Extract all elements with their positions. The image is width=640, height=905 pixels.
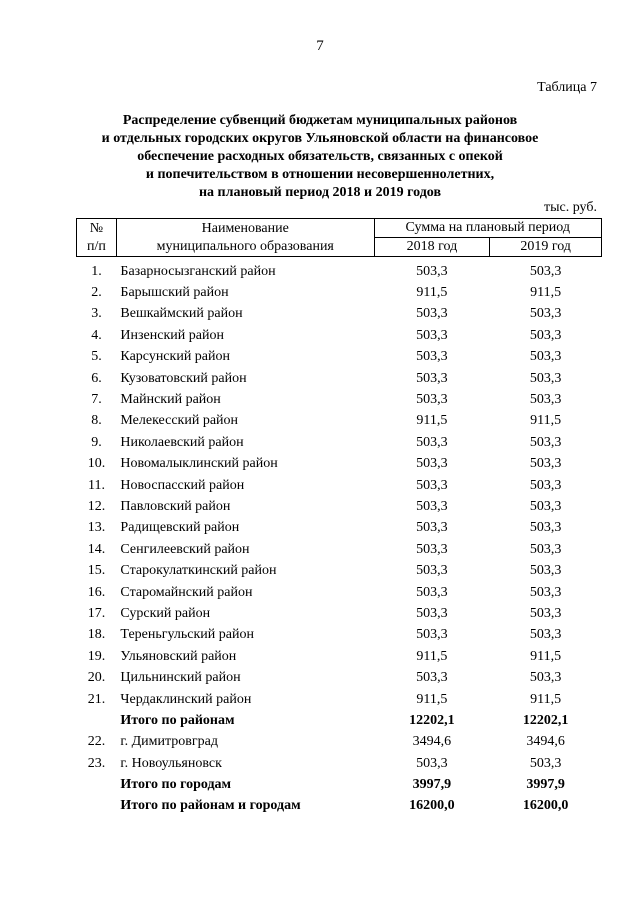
row-number: 13. — [87, 520, 106, 536]
row-number: 6. — [91, 370, 102, 386]
header-name — [116, 219, 374, 257]
table-row — [77, 304, 602, 325]
row-name: Чердаклинский район — [120, 691, 252, 707]
value-2019: 12202,1 — [522, 712, 569, 728]
table-row — [77, 347, 602, 368]
row-name: г. Димитровград — [120, 734, 218, 750]
header-number-line1: № — [89, 220, 104, 236]
header-name-line2: муниципального образования — [156, 238, 334, 254]
value-2019: 503,3 — [529, 520, 562, 536]
subvention-table — [76, 218, 602, 817]
value-2018: 503,3 — [416, 434, 448, 450]
row-name: Новоспасский район — [120, 477, 245, 493]
value-2019: 503,3 — [529, 263, 562, 279]
value-2018: 503,3 — [416, 605, 448, 621]
total-row — [77, 774, 602, 795]
table-row — [77, 753, 602, 774]
row-name: Вешкаймский район — [120, 306, 243, 322]
header-number — [77, 219, 117, 257]
title-line: обеспечение расходных обязательств, связанных с опекой — [137, 149, 503, 164]
value-2019: 911,5 — [530, 413, 562, 429]
value-2019: 3494,6 — [526, 734, 565, 750]
row-number: 12. — [87, 498, 106, 514]
header-2019: 2019 год — [490, 238, 602, 257]
row-number: 3. — [91, 306, 102, 322]
table-row — [77, 539, 602, 560]
table-row — [77, 411, 602, 432]
header-number-line2: п/п — [87, 238, 106, 254]
row-name: Итого по городам — [120, 777, 232, 793]
value-2019: 503,3 — [529, 584, 562, 600]
value-2019: 503,3 — [529, 541, 562, 557]
row-number: 4. — [91, 327, 102, 343]
row-number: 7. — [91, 392, 102, 408]
value-2019: 503,3 — [529, 477, 562, 493]
value-2018: 503,3 — [416, 541, 448, 557]
value-2018: 911,5 — [416, 648, 448, 664]
value-2018: 3997,9 — [412, 777, 452, 793]
value-2019: 503,3 — [529, 370, 562, 386]
value-2018: 503,3 — [416, 520, 448, 536]
value-2018: 503,3 — [416, 370, 448, 386]
value-2019: 503,3 — [529, 563, 562, 579]
row-name: Мелекесский район — [120, 413, 239, 429]
value-2019: 3997,9 — [526, 777, 565, 793]
row-name: Старомайнский район — [120, 584, 253, 600]
table-row — [77, 368, 602, 389]
row-name: Павловский район — [120, 498, 231, 514]
row-number: 11. — [87, 477, 105, 493]
table-row — [77, 646, 602, 667]
header-2018: 2018 год — [374, 238, 490, 257]
value-2018: 503,3 — [416, 349, 448, 365]
value-2019: 503,3 — [529, 498, 562, 514]
row-number: 17. — [87, 605, 106, 621]
table-row — [77, 667, 602, 688]
table-row — [77, 560, 602, 581]
value-2018: 12202,1 — [409, 712, 455, 728]
table-header — [77, 219, 602, 257]
title-line: и попечительством в отношении несовершеннолетних, — [145, 167, 495, 182]
document-title — [80, 112, 560, 202]
value-2019: 503,3 — [529, 627, 562, 643]
title-line: и отдельных городских округов Ульяновской области на финансовое — [101, 131, 539, 146]
value-2019: 503,3 — [529, 434, 562, 450]
table-row — [77, 603, 602, 624]
value-2019: 503,3 — [529, 670, 562, 686]
header-name-line1: Наименование — [201, 220, 289, 236]
table-row — [77, 732, 602, 753]
title-line: на плановый период 2018 и 2019 годов — [198, 185, 442, 200]
value-2019: 503,3 — [529, 392, 562, 408]
table-body — [77, 257, 602, 818]
row-number — [77, 774, 117, 795]
value-2019: 503,3 — [529, 605, 562, 621]
table-row — [77, 625, 602, 646]
row-name: Николаевский район — [120, 434, 244, 450]
value-2019: 503,3 — [529, 306, 562, 322]
row-name: Тереньгульский район — [120, 627, 254, 643]
units-label: тыс. руб. — [544, 200, 597, 215]
row-name: Кузоватовский район — [120, 370, 247, 386]
value-2018: 503,3 — [416, 477, 448, 493]
value-2019: 911,5 — [530, 691, 562, 707]
row-number: 21. — [87, 691, 106, 707]
value-2018: 503,3 — [416, 306, 448, 322]
value-2018: 911,5 — [416, 691, 448, 707]
value-2019: 911,5 — [530, 648, 562, 664]
row-name: Итого по районам и городам — [120, 798, 301, 814]
row-number: 23. — [87, 755, 106, 771]
value-2018: 16200,0 — [409, 798, 455, 814]
value-2019: 16200,0 — [522, 798, 569, 814]
table-row — [77, 689, 602, 710]
row-name: Инзенский район — [120, 327, 224, 343]
value-2018: 503,3 — [416, 627, 448, 643]
value-2018: 503,3 — [416, 563, 448, 579]
value-2018: 503,3 — [416, 456, 448, 472]
row-number: 19. — [87, 648, 106, 664]
title-line: Распределение субвенций бюджетам муниципальных районов — [122, 113, 518, 128]
table-row — [77, 325, 602, 346]
row-name: Ульяновский район — [120, 648, 237, 664]
value-2018: 503,3 — [416, 670, 448, 686]
table-row — [77, 282, 602, 303]
row-number — [77, 796, 117, 817]
row-number: 16. — [87, 584, 106, 600]
row-number: 8. — [91, 413, 102, 429]
value-2018: 3494,6 — [412, 734, 452, 750]
row-name: Итого по районам — [120, 712, 235, 728]
row-number — [77, 710, 117, 731]
table-row — [77, 582, 602, 603]
table-row — [77, 496, 602, 517]
total-row — [77, 710, 602, 731]
row-number: 5. — [91, 349, 102, 365]
value-2018: 503,3 — [416, 584, 448, 600]
table-row — [77, 389, 602, 410]
row-number: 20. — [87, 670, 106, 686]
row-name: Цильнинский район — [120, 670, 241, 686]
table-label: Таблица 7 — [537, 80, 597, 95]
table-row — [77, 432, 602, 453]
row-number: 1. — [91, 263, 102, 279]
row-number: 2. — [91, 285, 102, 301]
row-number: 9. — [91, 434, 102, 450]
row-name: Старокулаткинский район — [120, 563, 277, 579]
value-2018: 911,5 — [416, 413, 448, 429]
value-2019: 503,3 — [529, 349, 562, 365]
row-name: Майнский район — [120, 392, 221, 408]
row-name: Сенгилеевский район — [120, 541, 250, 557]
row-number: 18. — [87, 627, 106, 643]
value-2018: 911,5 — [416, 285, 448, 301]
value-2018: 503,3 — [416, 327, 448, 343]
row-name: Барышский район — [120, 285, 229, 301]
table-row — [77, 518, 602, 539]
total-row — [77, 796, 602, 817]
row-name: Радищевский район — [120, 520, 240, 536]
value-2019: 911,5 — [530, 285, 562, 301]
row-name: Новомалыклинский район — [120, 456, 278, 472]
value-2019: 503,3 — [529, 456, 562, 472]
value-2018: 503,3 — [416, 755, 448, 771]
table-row — [77, 257, 602, 283]
row-name: Базарносызганский район — [120, 263, 276, 279]
value-2019: 503,3 — [529, 755, 562, 771]
header-sum: Сумма на плановый период — [374, 219, 601, 238]
row-number: 10. — [87, 456, 106, 472]
row-name: г. Новоульяновск — [120, 755, 222, 771]
page-number: 7 — [316, 38, 324, 54]
value-2019: 503,3 — [529, 327, 562, 343]
value-2018: 503,3 — [416, 498, 448, 514]
row-number: 15. — [87, 563, 106, 579]
table-row — [77, 475, 602, 496]
table-row — [77, 454, 602, 475]
row-number: 22. — [87, 734, 106, 750]
row-number: 14. — [87, 541, 106, 557]
value-2018: 503,3 — [416, 263, 448, 279]
value-2018: 503,3 — [416, 392, 448, 408]
row-name: Сурский район — [120, 605, 211, 621]
row-name: Карсунский район — [120, 349, 231, 365]
